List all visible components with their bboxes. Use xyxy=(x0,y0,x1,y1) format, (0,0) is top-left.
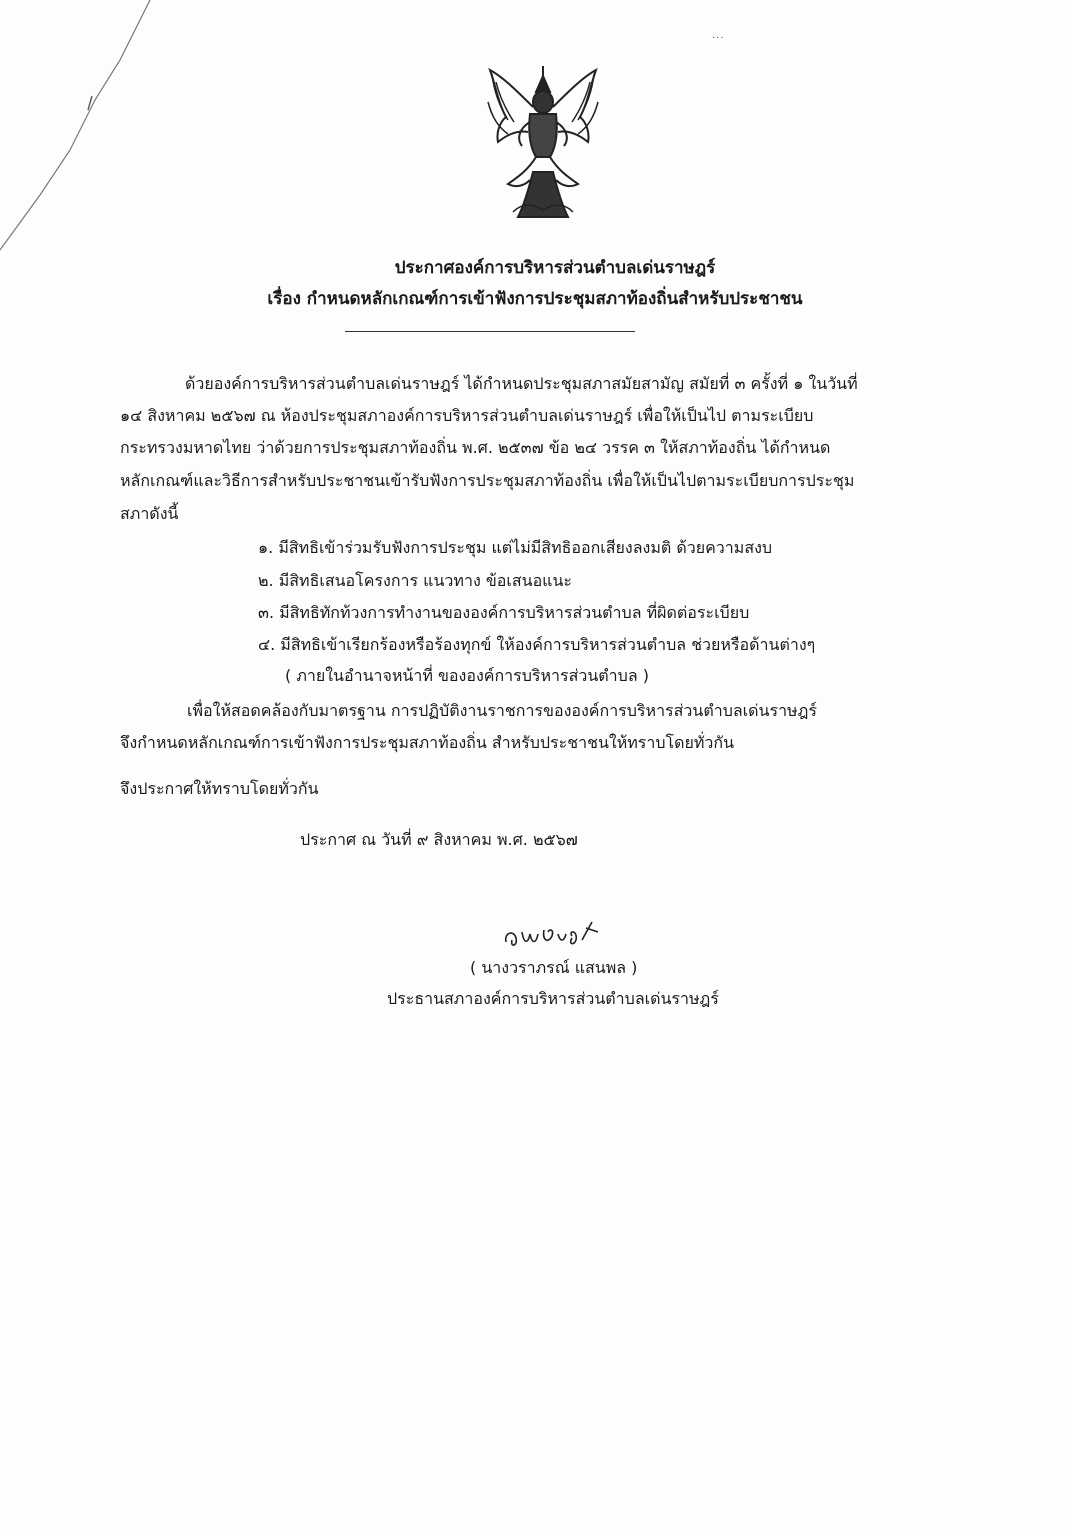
list-item-3: ๓. มีสิทธิทักท้วงการทำงานขององค์การบริหารส่วนตำบล ที่ผิดต่อระเบียบ xyxy=(258,603,750,622)
title-divider xyxy=(345,331,635,332)
announce-date: ประกาศ ณ วันที่ ๙ สิงหาคม พ.ศ. ๒๕๖๗ xyxy=(300,830,578,849)
list-item-2: ๒. มีสิทธิเสนอโครงการ แนวทาง ข้อเสนอแนะ xyxy=(258,571,573,590)
signatory-name: ( นางวราภรณ์ แสนพล ) xyxy=(470,958,638,977)
garuda-emblem-icon xyxy=(478,62,608,222)
closing-line-1: เพื่อให้สอดคล้องกับมาตรฐาน การปฏิบัติงานราชการขององค์การบริหารส่วนตำบลเด่นราษฎร์ xyxy=(187,701,817,720)
announcement-title: ประกาศองค์การบริหารส่วนตำบลเด่นราษฎร์ xyxy=(394,258,716,278)
list-item-note: ( ภายในอำนาจหน้าที่ ขององค์การบริหารส่วนตำบล ) xyxy=(285,666,649,685)
scan-dots: ... xyxy=(712,30,725,41)
handwritten-signature xyxy=(502,918,602,954)
signatory-position: ประธานสภาองค์การบริหารส่วนตำบลเด่นราษฎร์ xyxy=(387,989,719,1008)
scan-edge-line xyxy=(0,0,170,260)
intro-line-4: หลักเกณฑ์และวิธีการสำหรับประชาชนเข้ารับฟังการประชุมสภาท้องถิ่น เพื่อให้เป็นไปตามระเบียบการประชุม xyxy=(120,471,855,490)
announcement-subject: เรื่อง กำหนดหลักเกณฑ์การเข้าฟังการประชุมสภาท้องถิ่นสำหรับประชาชน xyxy=(267,289,803,309)
announce-line: จึงประกาศให้ทราบโดยทั่วกัน xyxy=(120,779,319,798)
intro-line-2: ๑๔ สิงหาคม ๒๕๖๗ ณ ห้องประชุมสภาองค์การบริหารส่วนตำบลเด่นราษฎร์ เพื่อให้เป็นไป ตามระเบียบ xyxy=(120,406,814,425)
intro-line-1: ด้วยองค์การบริหารส่วนตำบลเด่นราษฎร์ ได้กำหนดประชุมสภาสมัยสามัญ สมัยที่ ๓ ครั้งที่ ๑ ในวันที่ xyxy=(185,374,858,393)
closing-line-2: จึงกำหนดหลักเกณฑ์การเข้าฟังการประชุมสภาท้องถิ่น สำหรับประชาชนให้ทราบโดยทั่วกัน xyxy=(120,733,735,752)
list-item-4: ๔. มีสิทธิเข้าเรียกร้องหรือร้องทุกข์ ให้องค์การบริหารส่วนตำบล ช่วยหรือด้านต่างๆ xyxy=(258,635,816,654)
list-item-1: ๑. มีสิทธิเข้าร่วมรับฟังการประชุม แต่ไม่มีสิทธิออกเสียงลงมติ ด้วยความสงบ xyxy=(258,538,773,557)
intro-line-5: สภาดังนี้ xyxy=(120,504,179,523)
intro-line-3: กระทรวงมหาดไทย ว่าด้วยการประชุมสภาท้องถิ่น พ.ศ. ๒๕๓๗ ข้อ ๒๔ วรรค ๓ ให้สภาท้องถิ่น ได้กำหนด xyxy=(120,438,831,457)
